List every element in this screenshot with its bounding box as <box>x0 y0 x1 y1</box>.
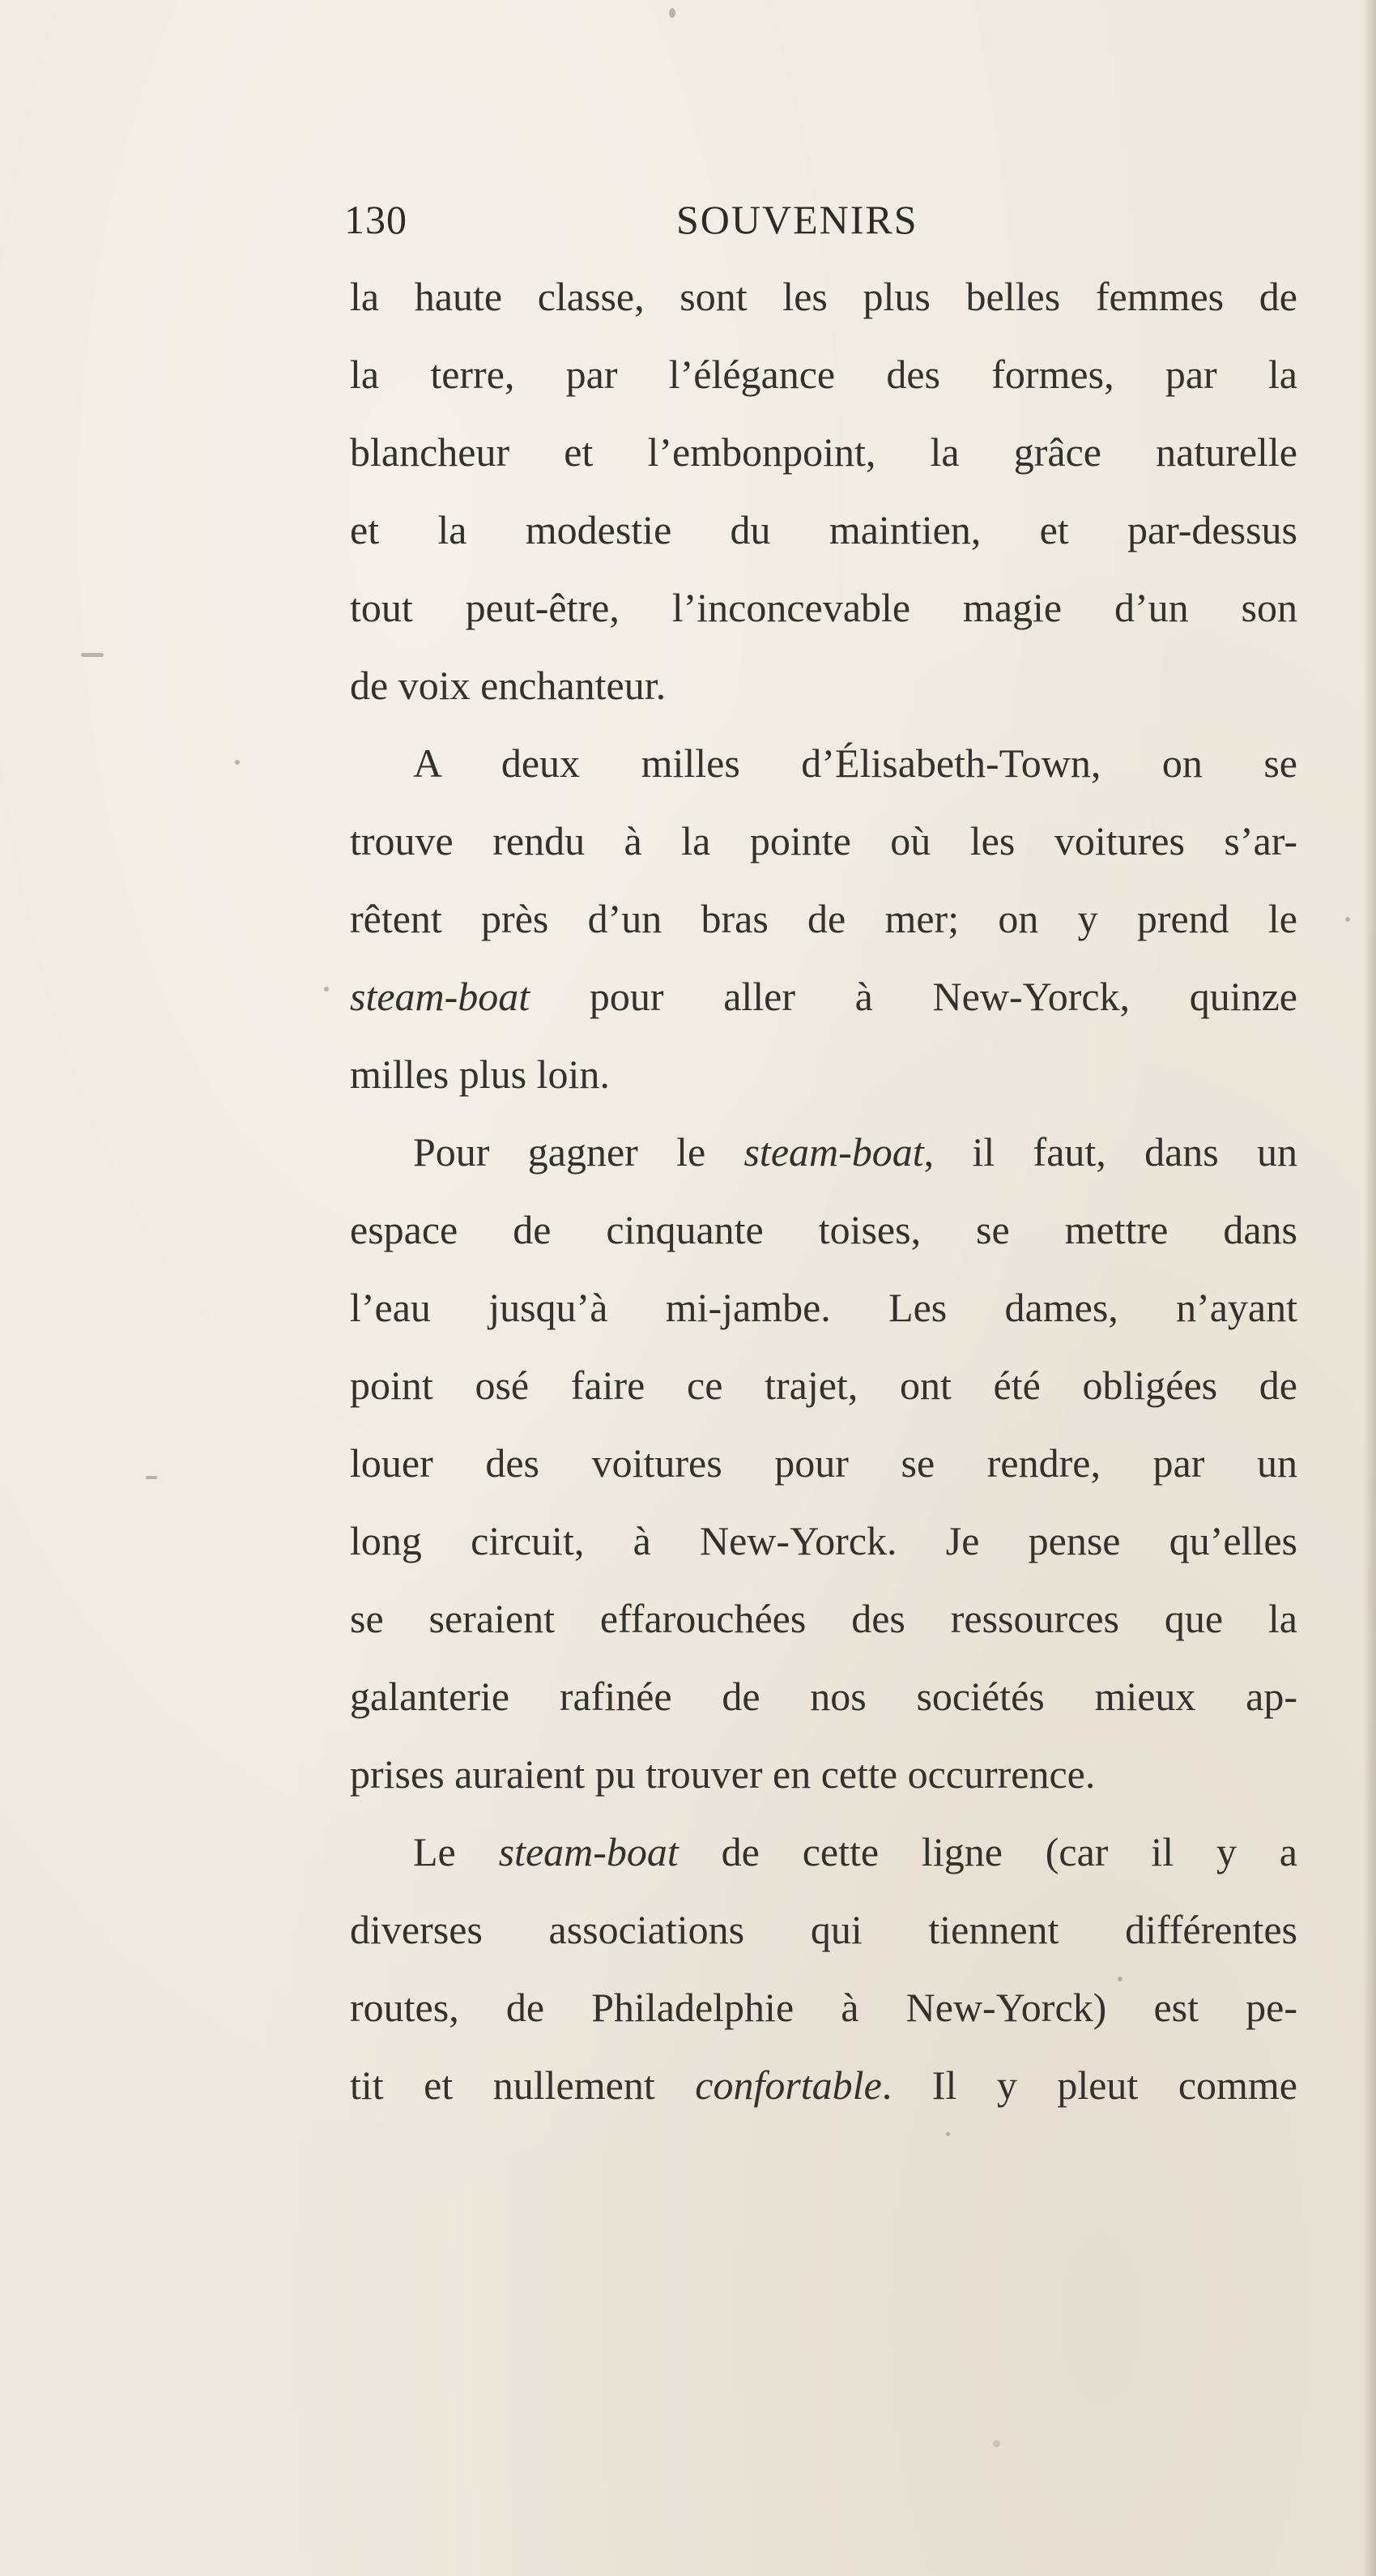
text-line: point osé faire ce trajet, ont été obligées de <box>350 1363 1297 1408</box>
paper-speck <box>669 8 675 18</box>
page-header <box>344 196 1008 253</box>
page-edge-shadow <box>1363 0 1376 2576</box>
paragraph-start-line: Le steam-boat de cette ligne (car il y a <box>413 1829 1297 1874</box>
paragraph-start-line: A deux milles d’Élisabeth-Town, on se <box>413 740 1297 786</box>
paper-speck <box>1345 917 1350 922</box>
paper-speck <box>946 2132 950 2136</box>
paragraph-end-line: milles plus loin. <box>350 1051 610 1097</box>
body-text <box>350 258 1297 2124</box>
text-line: et la modestie du maintien, et par-dessus <box>350 507 1297 552</box>
text-line: galanterie rafinée de nos sociétés mieux ap- <box>350 1674 1297 1719</box>
text-line: rêtent près d’un bras de mer; on y prend le <box>350 896 1297 941</box>
text-line: se seraient effarouchées des ressources que la <box>350 1596 1297 1641</box>
paper-speck <box>146 1476 157 1479</box>
text-line: la haute classe, sont les plus belles femmes de <box>350 274 1297 319</box>
text-line: diverses associations qui tiennent différentes <box>350 1907 1297 1952</box>
text-line: tit et nullement confortable. Il y pleut comme <box>350 2062 1298 2108</box>
text-line: long circuit, à New-Yorck. Je pense qu’elles <box>350 1518 1297 1563</box>
text-line: steam-boat pour aller à New-Yorck, quinze <box>350 974 1297 1019</box>
paragraph-end-line: de voix enchanteur. <box>350 663 667 708</box>
text-line: trouve rendu à la pointe où les voitures s’ar- <box>350 818 1297 864</box>
page-number: 130 <box>344 197 407 242</box>
paper-speck <box>235 760 240 765</box>
text-line: la terre, par l’élégance des formes, par la <box>350 352 1297 397</box>
paper-speck <box>1118 1977 1123 1981</box>
text-line: louer des voitures pour se rendre, par un <box>350 1440 1297 1486</box>
paragraph-start-line: Pour gagner le steam-boat, il faut, dans un <box>413 1129 1298 1175</box>
paragraph-end-line: prises auraient pu trouver en cette occurrence. <box>350 1751 1096 1797</box>
paper-speck <box>324 987 329 992</box>
running-head: SOUVENIRS <box>676 197 918 242</box>
text-line: tout peut-être, l’inconcevable magie d’un son <box>350 585 1297 630</box>
text-line: blancheur et l’embonpoint, la grâce naturelle <box>350 429 1297 475</box>
text-line: l’eau jusqu’à mi-jambe. Les dames, n’ayant <box>350 1285 1297 1330</box>
text-line: routes, de Philadelphie à New-Yorck) est pe- <box>350 1985 1297 2030</box>
text-line: espace de cinquante toises, se mettre dans <box>350 1207 1297 1252</box>
paper-speck <box>81 653 104 657</box>
paper-speck <box>993 2440 1000 2447</box>
